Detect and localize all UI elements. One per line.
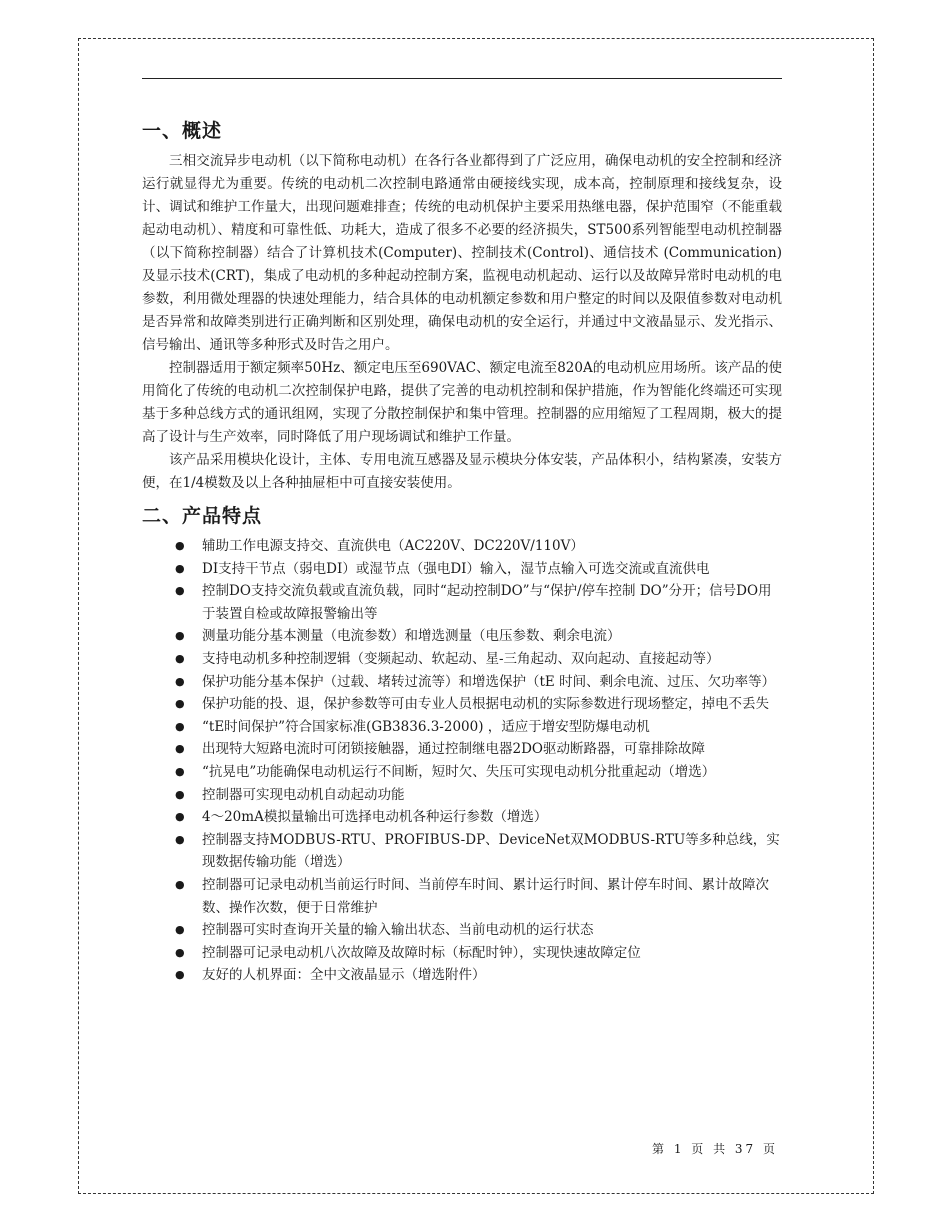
list-item: ● “tE时间保护”符合国家标准(GB3836.3-2000) ，适应于增安型防爆电动机 (142, 716, 782, 739)
header-rule (142, 78, 782, 79)
document-body (142, 112, 782, 987)
bullet-icon: ● (175, 539, 185, 552)
list-item: ● 控制器可记录电动机八次故障及故障时标（标配时钟），实现快速故障定位 (142, 942, 782, 965)
bullet-icon: ● (175, 810, 185, 824)
overview-paragraph: 控制器适用于额定频率50Hz、额定电压至690VAC、额定电流至820A的电动机应用场所。该产品的使用简化了传统的电动机二次控制保护电路，提供了完善的电动机控制和保护措施，作为智能化终端还可实现基于多种总线方式的通讯组网，实现了分散控制保护和集中管理。控制器的应用缩短了工程周期，极大的提高了设计与生产效率，同时降低了用户现场调试和维护工作量。 (142, 360, 782, 445)
bullet-icon: ● (175, 584, 185, 598)
bullet-icon: ● (175, 651, 185, 665)
list-item: ● 控制器可记录电动机当前运行时间、当前停车时间、累计运行时间、累计停车时间、累计故障次数、操作次数，便于日常维护 (142, 874, 782, 919)
overview-paragraph: 该产品采用模块化设计，主体、专用电流互感器及显示模块分体安装，产品体积小，结构紧凑，安装方便，在1/4模数及以上各种抽屉柜中可直接安装使用。 (142, 452, 782, 491)
bullet-icon: ● (175, 968, 185, 982)
list-item: ● 控制器可实现电动机自动起动功能 (142, 784, 782, 807)
section-title-features: 二、产品特点 (142, 505, 263, 527)
feature-list (142, 535, 782, 987)
page-number-footer: 第 1 页 共 37 页 (652, 1142, 778, 1156)
bullet-icon: ● (175, 674, 185, 688)
bullet-icon: ● (175, 923, 185, 937)
bullet-icon: ● (175, 945, 185, 959)
bullet-icon: ● (175, 742, 185, 756)
bullet-icon: ● (175, 629, 185, 643)
list-item: ● 控制DO支持交流负载或直流负载，同时“起动控制DO”与“保护/停车控制 DO”分开；信号DO用于装置自检或故障报警输出等 (142, 580, 782, 625)
list-item: ● “抗晃电”功能确保电动机运行不间断，短时欠、失压可实现电动机分批重起动（增选） (142, 761, 782, 784)
list-item: ● 友好的人机界面：全中文液晶显示（增选附件） (142, 964, 782, 987)
list-item: ● 出现特大短路电流时可闭锁接触器，通过控制继电器2DO驱动断路器，可靠排除故障 (142, 738, 782, 761)
list-item: ● 控制器可实时查询开关量的输入输出状态、当前电动机的运行状态 (142, 919, 782, 942)
overview-paragraph: 三相交流异步电动机（以下简称电动机）在各行各业都得到了广泛应用，确保电动机的安全控制和经济运行就显得尤为重要。传统的电动机二次控制电路通常由硬接线实现，成本高，控制原理和接线复杂，设计、调试和维护工作量大，出现问题难排查；传统的电动机保护主要采用热继电器，保护范围窄（不能重载起动电动机）、精度和可靠性低、功耗大，造成了很多不必要的经济损失，ST500系列智能型电动机控制器（以下简称控制器）结合了计算机技术(Computer)、控制技术(Control)、通信技术 (Communication)及显示技术(CRT)，集成了电动机的多种起动控制方案，监视电动机起动、运行以及故障异常时电动机的电参数，利用微处理器的快速处理能力，结合具体的电动机额定参数和用户整定的时间以及限值参数对电动机是否异常和故障类别进行正确判断和区别处理，确保电动机的安全运行，并通过中文液晶显示、发光指示、信号输出、通讯等多种形式及时告之用户。 (142, 153, 782, 353)
bullet-icon: ● (175, 877, 185, 891)
list-item: ● 控制器支持MODBUS-RTU、PROFIBUS-DP、DeviceNet双MODBUS-RTU等多种总线，实现数据传输功能（增选） (142, 829, 782, 874)
bullet-icon: ● (175, 697, 185, 711)
bullet-icon: ● (175, 787, 185, 801)
list-item: ● DI支持干节点（弱电DI）或湿节点（强电DI）输入，湿节点输入可选交流或直流供电 (142, 558, 782, 581)
list-item: ● 支持电动机多种控制逻辑（变频起动、软起动、星-三角起动、双向起动、直接起动等） (142, 648, 782, 671)
list-item: ● 测量功能分基本测量（电流参数）和增选测量（电压参数、剩余电流） (142, 625, 782, 648)
bullet-icon: ● (175, 764, 185, 778)
list-item: ● 保护功能分基本保护（过载、堵转过流等）和增选保护（tE 时间、剩余电流、过压、欠功率等） (142, 671, 782, 694)
list-item: ● 4～20mA模拟量输出可选择电动机各种运行参数（增选） (142, 806, 782, 829)
section-title-overview: 一、概述 (142, 120, 223, 142)
bullet-icon: ● (175, 561, 185, 575)
list-item: ● 辅助工作电源支持交、直流供电（AC220V、DC220V/110V） (142, 535, 782, 558)
list-item: ● 保护功能的投、退，保护参数等可由专业人员根据电动机的实际参数进行现场整定，掉电不丢失 (142, 693, 782, 716)
bullet-icon: ● (175, 719, 185, 733)
bullet-icon: ● (175, 832, 185, 846)
